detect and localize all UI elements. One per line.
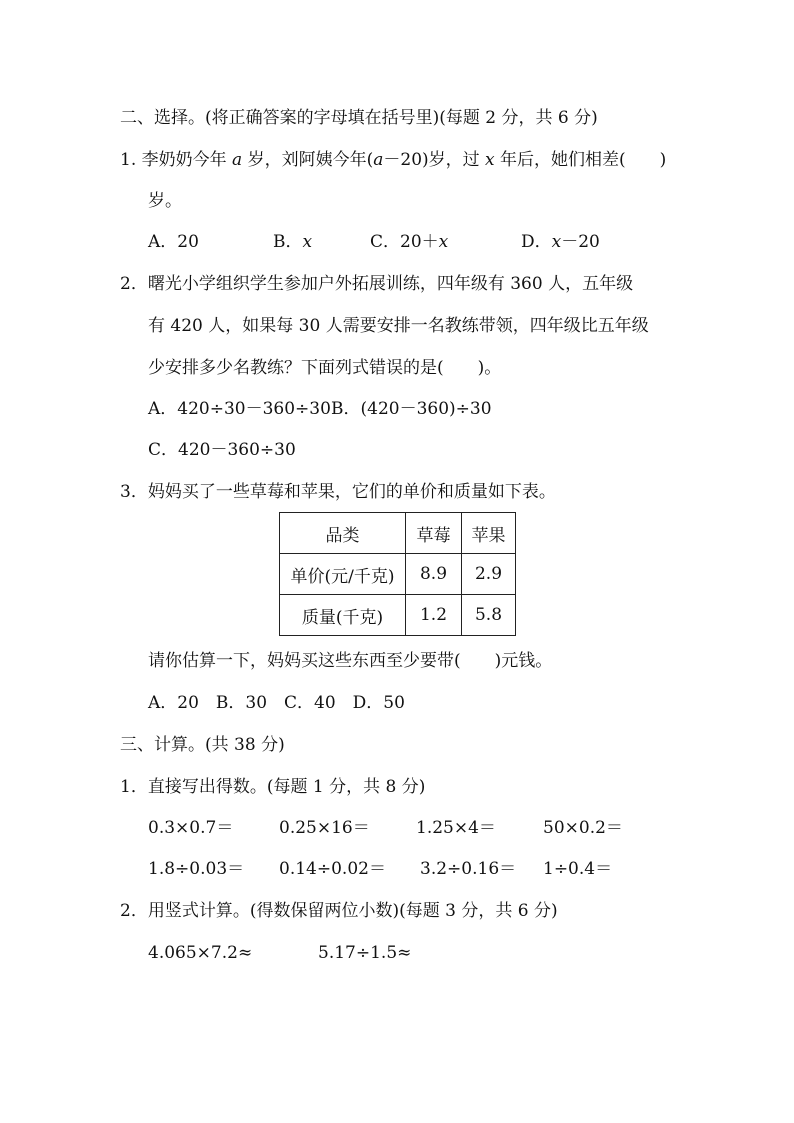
table-cell: 8.9 <box>406 554 462 595</box>
oral-calc-item: 3.2÷0.16＝ <box>420 859 517 879</box>
question-2-line-3: 少安排多少名教练？下面列式错误的是( )。 <box>148 358 502 378</box>
table-cell: 2.9 <box>462 554 516 595</box>
table-header-cell: 苹果 <box>462 513 516 554</box>
question-number: 1. <box>120 150 137 170</box>
vertical-calc-item: 5.17÷1.5≈ <box>318 943 412 963</box>
section3-heading: 三、计算。(共 38 分) <box>120 735 285 755</box>
table-row <box>280 554 516 595</box>
q1-option-c: C．20＋x <box>370 232 449 252</box>
question-1-line-1 <box>120 149 666 171</box>
oral-calc-item: 0.14÷0.02＝ <box>279 859 386 879</box>
variable-a: a <box>373 150 384 170</box>
table-header-cell: 草莓 <box>406 513 462 554</box>
vertical-calc-item: 4.065×7.2≈ <box>148 943 253 963</box>
question-2-line-1: 2．曙光小学组织学生参加户外拓展训练，四年级有 360 人，五年级 <box>120 274 634 294</box>
oral-calc-item: 0.3×0.7＝ <box>148 818 234 838</box>
table-cell: 5.8 <box>462 595 516 636</box>
oral-calc-item: 1÷0.4＝ <box>543 859 613 879</box>
question-3-line-1: 3．妈妈买了一些草莓和苹果，它们的单价和质量如下表。 <box>120 482 556 502</box>
variable-x: x <box>485 150 495 170</box>
variable-a: a <box>232 150 243 170</box>
question-text: 李奶奶今年 <box>136 150 233 170</box>
question-3-prompt: 请你估算一下，妈妈买这些东西至少要带( )元钱。 <box>148 651 553 671</box>
q2-option-a: A．420÷30－360÷30 <box>148 399 331 419</box>
table-cell: 单价(元/千克) <box>280 554 406 595</box>
oral-calc-item: 1.25×4＝ <box>416 818 496 838</box>
question-2-line-2: 有 420 人，如果每 30 人需要安排一名教练带领，四年级比五年级 <box>148 316 649 336</box>
q2-option-b: B．(420－360)÷30 <box>331 399 492 419</box>
section2-heading: 二、选择。(将正确答案的字母填在括号里)(每题 2 分，共 6 分) <box>120 108 598 128</box>
q1-option-a: A．20 <box>148 232 199 252</box>
calc-question-2-title: 2．用竖式计算。(得数保留两位小数)(每题 3 分，共 6 分) <box>120 901 558 921</box>
table-cell: 质量(千克) <box>280 595 406 636</box>
oral-calc-item: 0.25×16＝ <box>279 818 370 838</box>
table-row <box>280 595 516 636</box>
oral-calc-item: 1.8÷0.03＝ <box>148 859 245 879</box>
price-table <box>279 512 516 636</box>
table-header-cell: 品类 <box>280 513 406 554</box>
table-cell: 1.2 <box>406 595 462 636</box>
table-header-row <box>280 513 516 554</box>
q1-option-d: D．x－20 <box>521 232 600 252</box>
q1-option-b: B．x <box>273 232 313 252</box>
q2-option-c: C．420－360÷30 <box>148 440 296 460</box>
oral-calc-item: 50×0.2＝ <box>543 818 623 838</box>
q3-options: A．20 B．30 C．40 D．50 <box>148 693 405 713</box>
question-text: －20)岁，过 <box>383 150 486 170</box>
question-1-line-2: 岁。 <box>148 191 182 211</box>
question-text: 年后，她们相差( ) <box>494 150 667 170</box>
calc-question-1-title: 1．直接写出得数。(每题 1 分，共 8 分) <box>120 777 426 797</box>
question-text: 岁，刘阿姨今年( <box>242 150 374 170</box>
